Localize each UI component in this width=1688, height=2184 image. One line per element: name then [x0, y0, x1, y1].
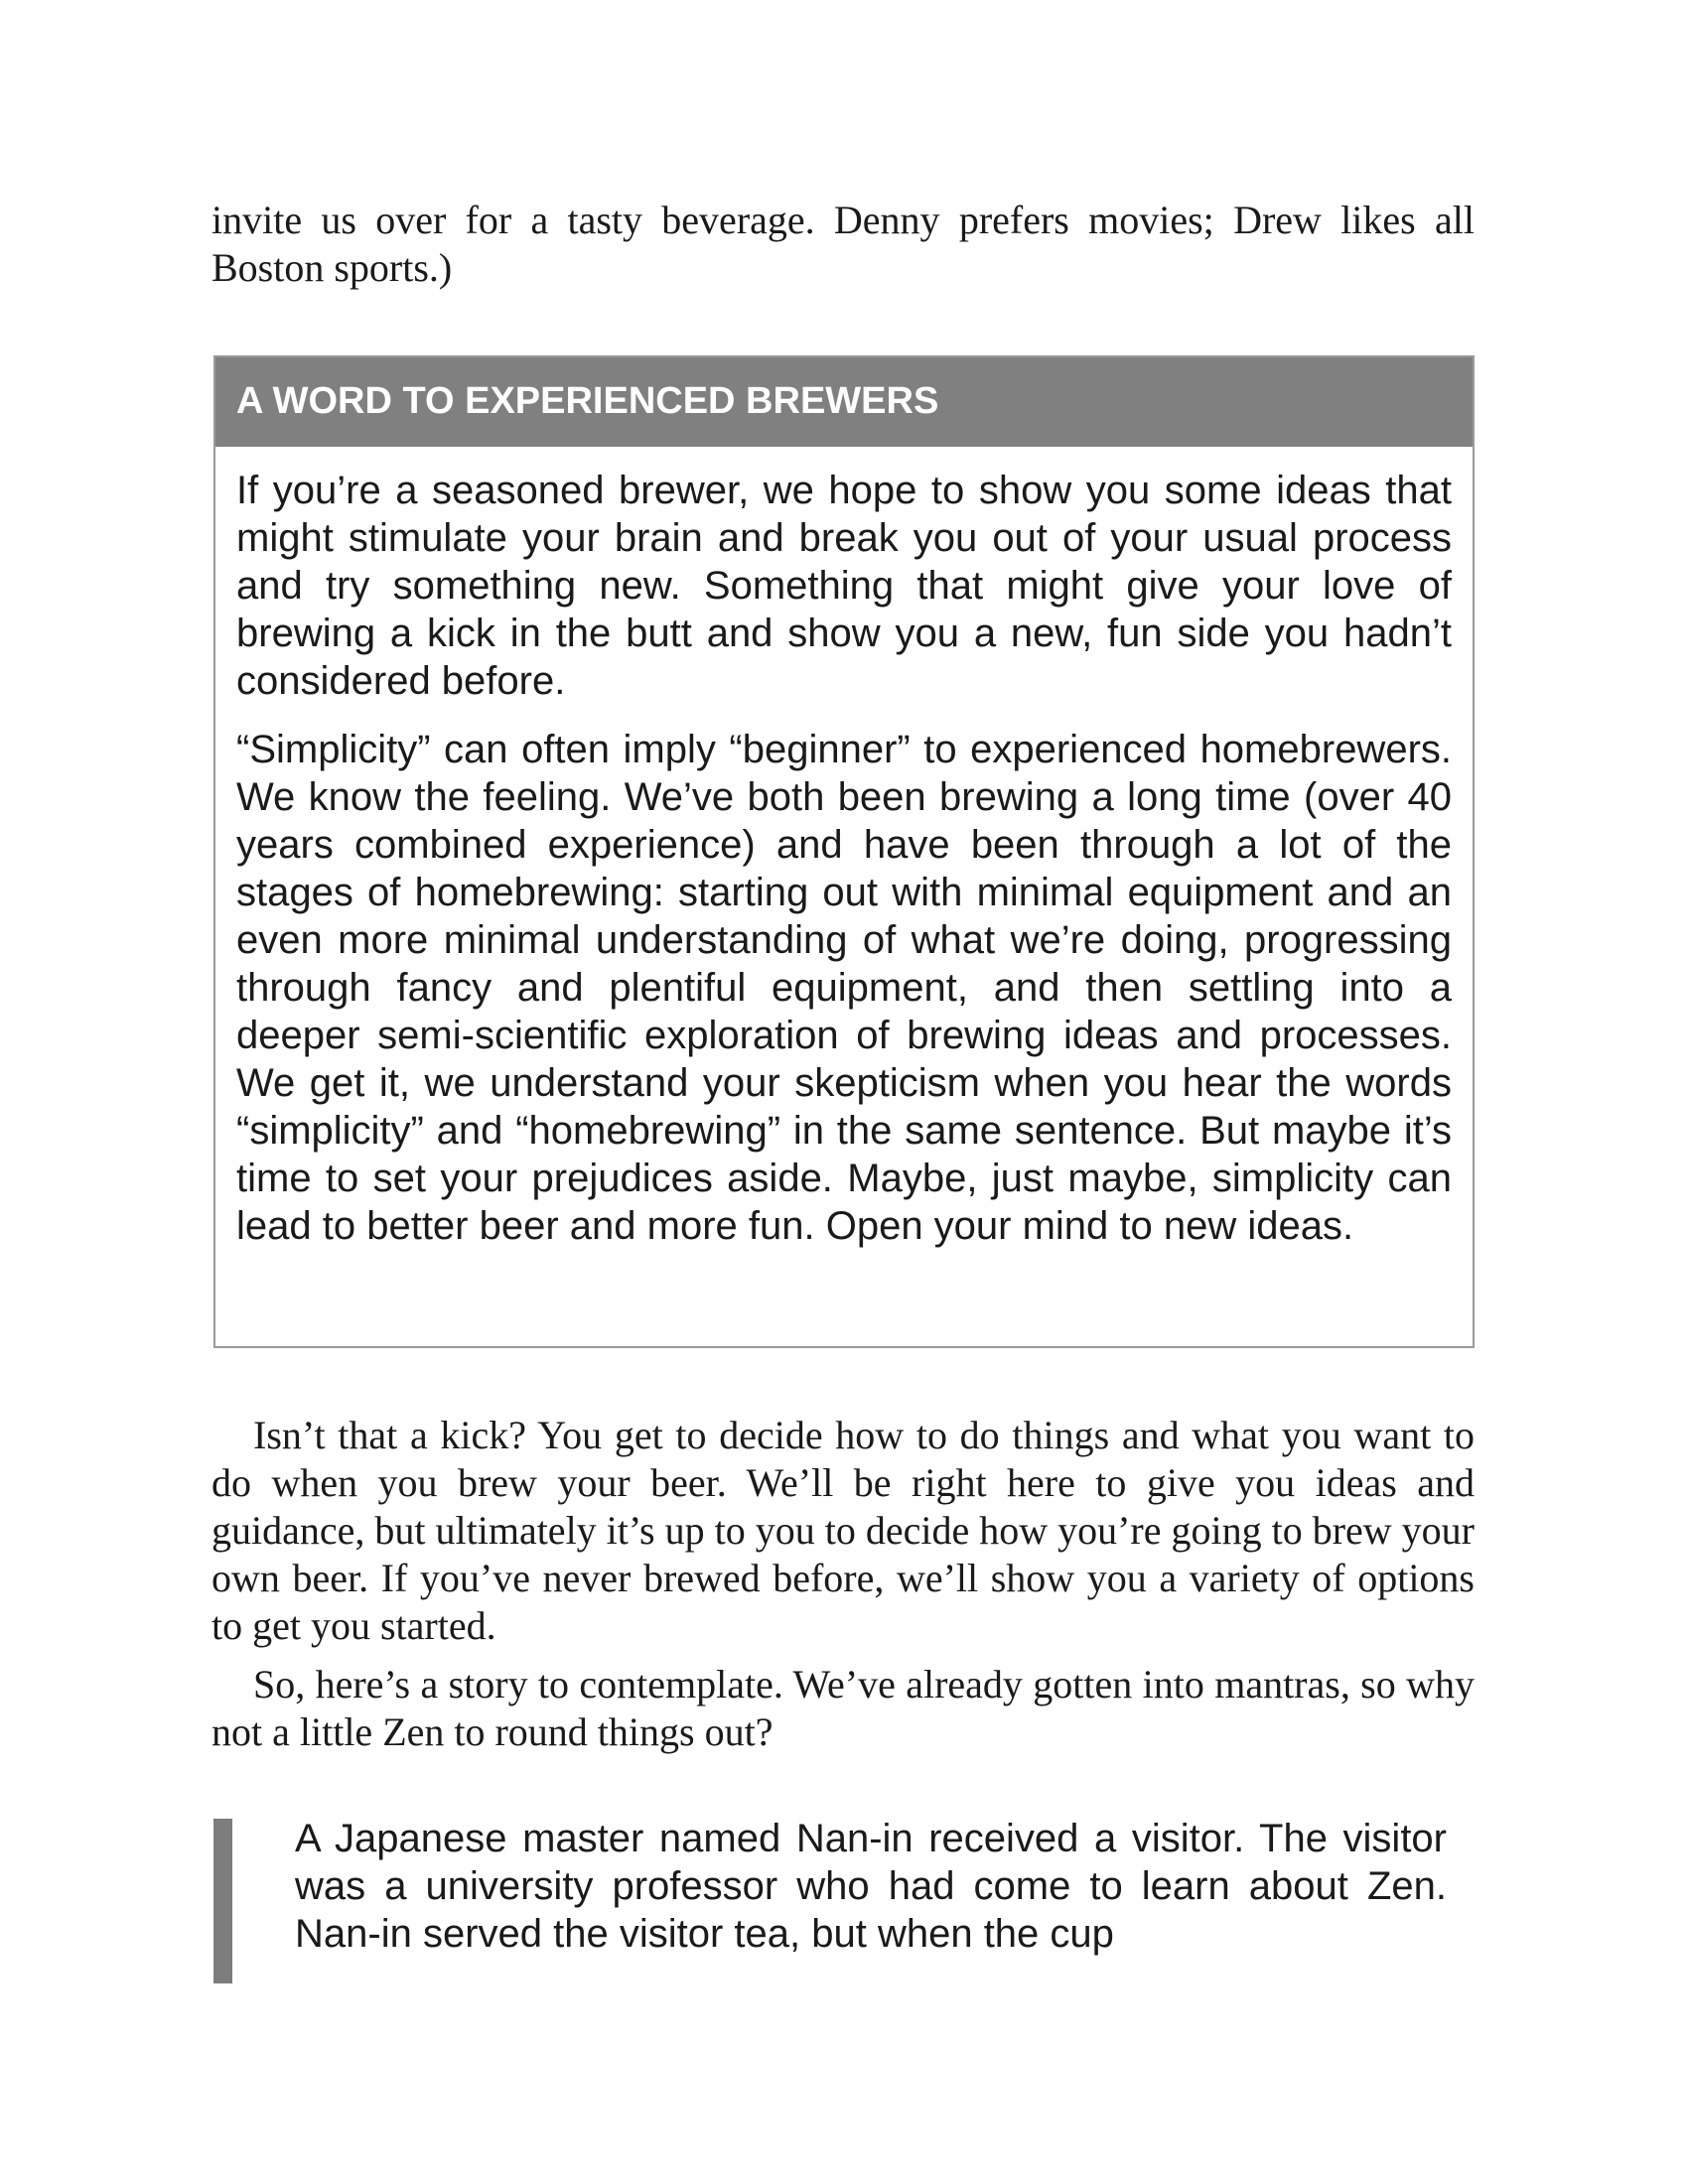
block-quote — [211, 1815, 1475, 1987]
quote-text: A Japanese master named Nan-in received a visitor. The visitor was a university professor who had come to learn about Zen. Nan-in served the visitor tea, but when the cup — [295, 1817, 1447, 1956]
intro-paragraph — [211, 197, 1475, 292]
sidebar-box — [213, 355, 1475, 1348]
sidebar-paragraph-1: If you’re a seasoned brewer, we hope to show you some ideas that might stimulate your brain and break you out of your usual process and try something new. Something that might give your love of brewing a kick in the butt and show you a new, fun side you hadn’t considered before. — [236, 469, 1452, 703]
intro-paragraph-text: invite us over for a tasty beverage. Denny prefers movies; Drew likes all Boston sports.) — [211, 198, 1475, 290]
sidebar-title: A WORD TO EXPERIENCED BREWERS — [215, 357, 1473, 447]
quote-bar — [213, 1819, 232, 1983]
body-text — [211, 1412, 1475, 1756]
sidebar-body — [215, 447, 1473, 1250]
sidebar-paragraph-2: “Simplicity” can often imply “beginner” to experienced homebrewers. We know the feeling. We’ve both been brewing a long time (over 40 years combined experience) and have been through a lot of the stages of homebrewing: starting out with minimal equipment and an even more minimal understanding of what we’re doing, progressing through fancy and plentiful equipment, and then settling into a deeper semi-scientific exploration of brewing ideas and processes. We get it, we understand your skepticism when you hear the words “simplicity” and “homebrewing” in the same sentence. But maybe it’s time to set your prejudices aside. Maybe, just maybe, simplicity can lead to better beer and more fun. Open your mind to new ideas. — [236, 728, 1452, 1248]
body-paragraph-1: Isn’t that a kick? You get to decide how to do things and what you want to do when you brew your beer. We’ll be right here to give you ideas and guidance, but ultimately it’s up to you to decide how you’re going to brew your own beer. If you’ve never brewed before, we’ll show you a variety of options to get you started. — [211, 1413, 1475, 1648]
body-paragraph-2: So, here’s a story to contemplate. We’ve already gotten into mantras, so why not a little Zen to round things out? — [211, 1662, 1475, 1754]
